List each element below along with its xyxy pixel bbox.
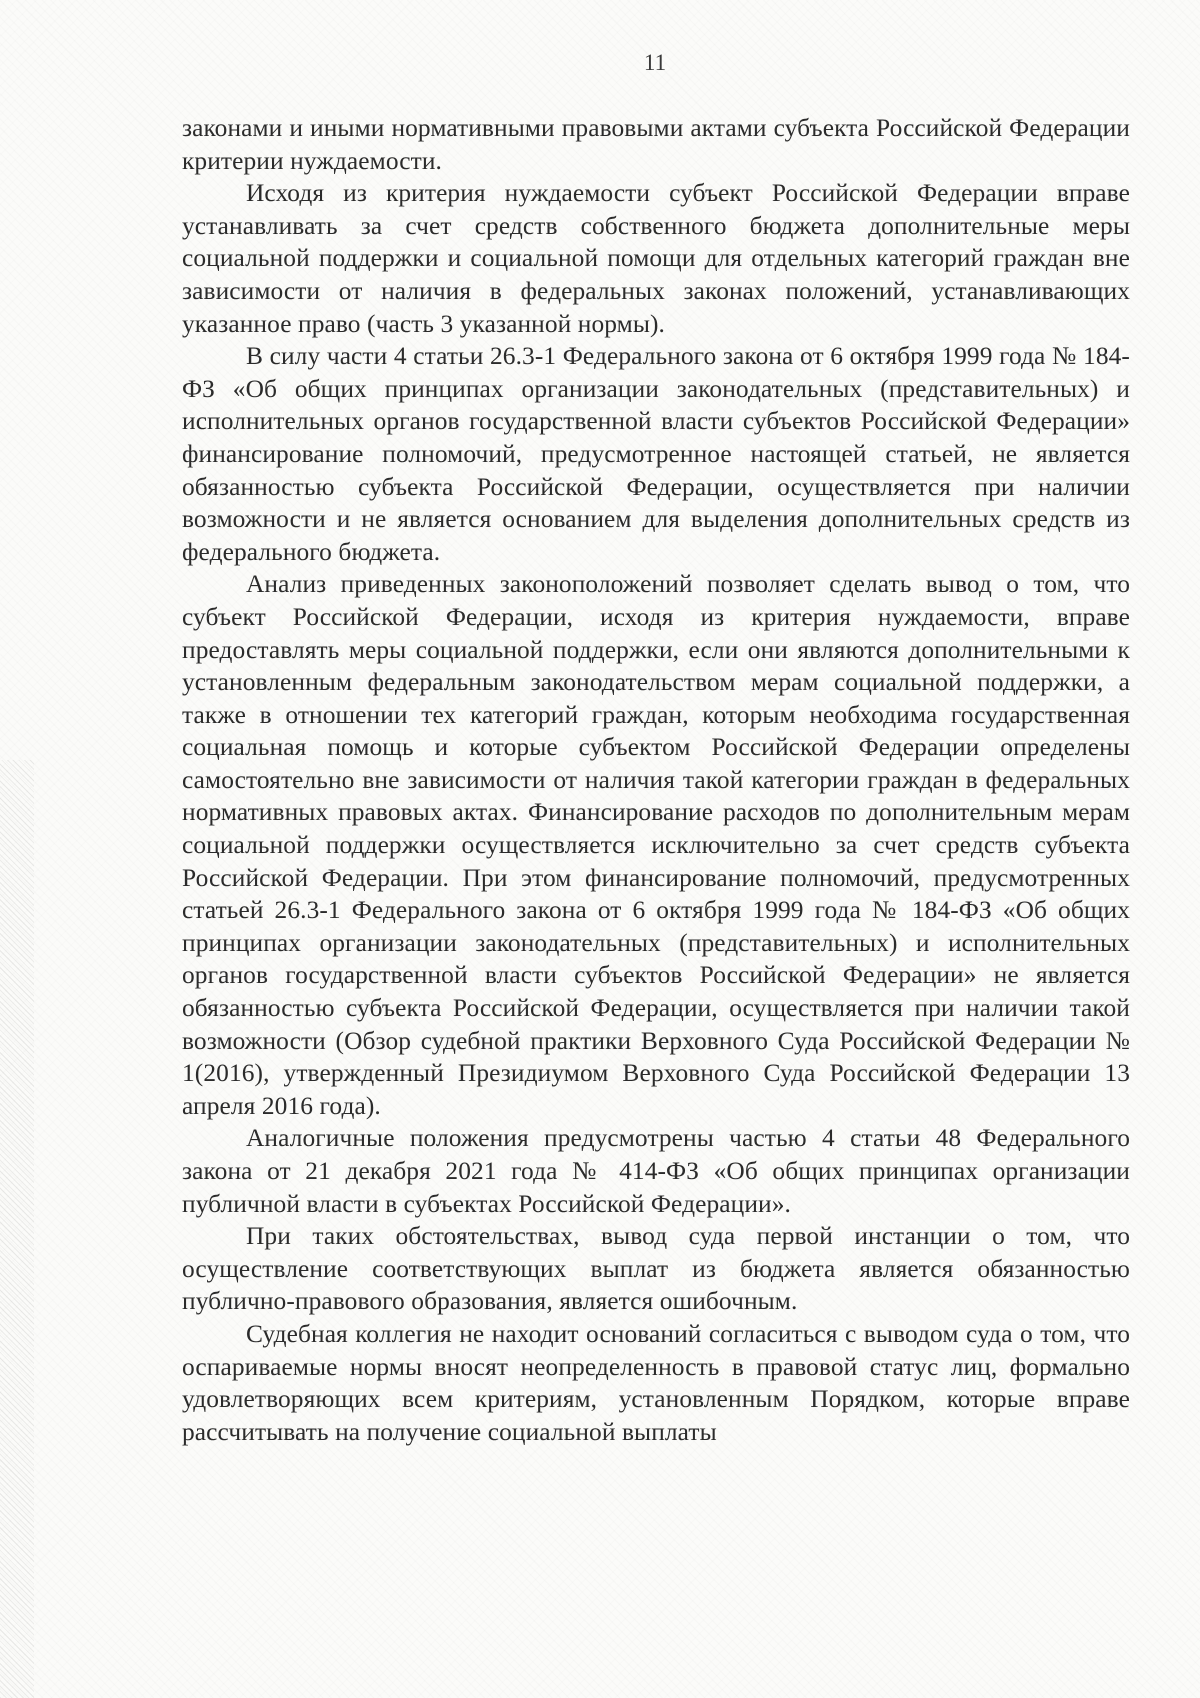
- document-body: [182, 112, 1130, 1448]
- scan-edge-shading: [0, 760, 34, 1698]
- page-number: 11: [643, 50, 667, 75]
- paragraph: При таких обстоятельствах, вывод суда первой инстанции о том, что осуществление соответствующих выплат из бюджета является обязанностью публично-правового образования, является ошибочным.: [182, 1222, 1130, 1316]
- paragraph: Судебная коллегия не находит оснований согласиться с выводом суда о том, что оспариваемые нормы вносят неопределенность в правовой статус лиц, формально удовлетворяющих всем критериям, установленным Порядком, которые вправе рассчитывать на получение социальной выплаты: [182, 1319, 1130, 1446]
- paragraph: Анализ приведенных законоположений позволяет сделать вывод о том, что субъект Российской Федерации, исходя из критерия нуждаемости, вправе предоставлять меры социальной поддержки, если они являются дополнительными к установленным федеральным законодательством мерам социальной поддержки, а также в отношении тех категорий граждан, которым необходима государственная социальная помощь и которые субъектом Российской Федерации определены самостоятельно вне зависимости от наличия такой категории граждан в федеральных нормативных правовых актах. Финансирование расходов по дополнительным мерам социальной поддержки осуществляется исключительно за счет средств субъекта Российской Федерации. При этом финансирование полномочий, предусмотренных статьей 26.3-1 Федерального закона от 6 октября 1999 года № 184-ФЗ «Об общих принципах организации законодательных (представительных) и исполнительных органов государственной власти субъектов Российской Федерации» не является обязанностью субъекта Российской Федерации, осуществляется при наличии такой возможности (Обзор судебной практики Верховного Суда Российской Федерации № 1(2016), утвержденный Президиумом Верховного Суда Российской Федерации 13 апреля 2016 года).: [182, 570, 1130, 1120]
- paragraph-continuation: законами и иными нормативными правовыми актами субъекта Российской Федерации критерии нуждаемости.: [182, 114, 1130, 175]
- paragraph: В силу части 4 статьи 26.3-1 Федерального закона от 6 октября 1999 года № 184-ФЗ «Об общих принципах организации законодательных (представительных) и исполнительных органов государственной власти субъектов Российской Федерации» финансирование полномочий, предусмотренное настоящей статьей, не является обязанностью субъекта Российской Федерации, осуществляется при наличии возможности и не является основанием для выделения дополнительных средств из федерального бюджета.: [182, 342, 1130, 566]
- paragraph: Аналогичные положения предусмотрены частью 4 статьи 48 Федерального закона от 21 декабря 2021 года № 414-ФЗ «Об общих принципах организации публичной власти в субъектах Российской Федерации».: [182, 1124, 1130, 1218]
- paragraph: Исходя из критерия нуждаемости субъект Российской Федерации вправе устанавливать за счет средств собственного бюджета дополнительные меры социальной поддержки и социальной помощи для отдельных категорий граждан вне зависимости от наличия в федеральных законах положений, устанавливающих указанное право (часть 3 указанной нормы).: [182, 179, 1130, 338]
